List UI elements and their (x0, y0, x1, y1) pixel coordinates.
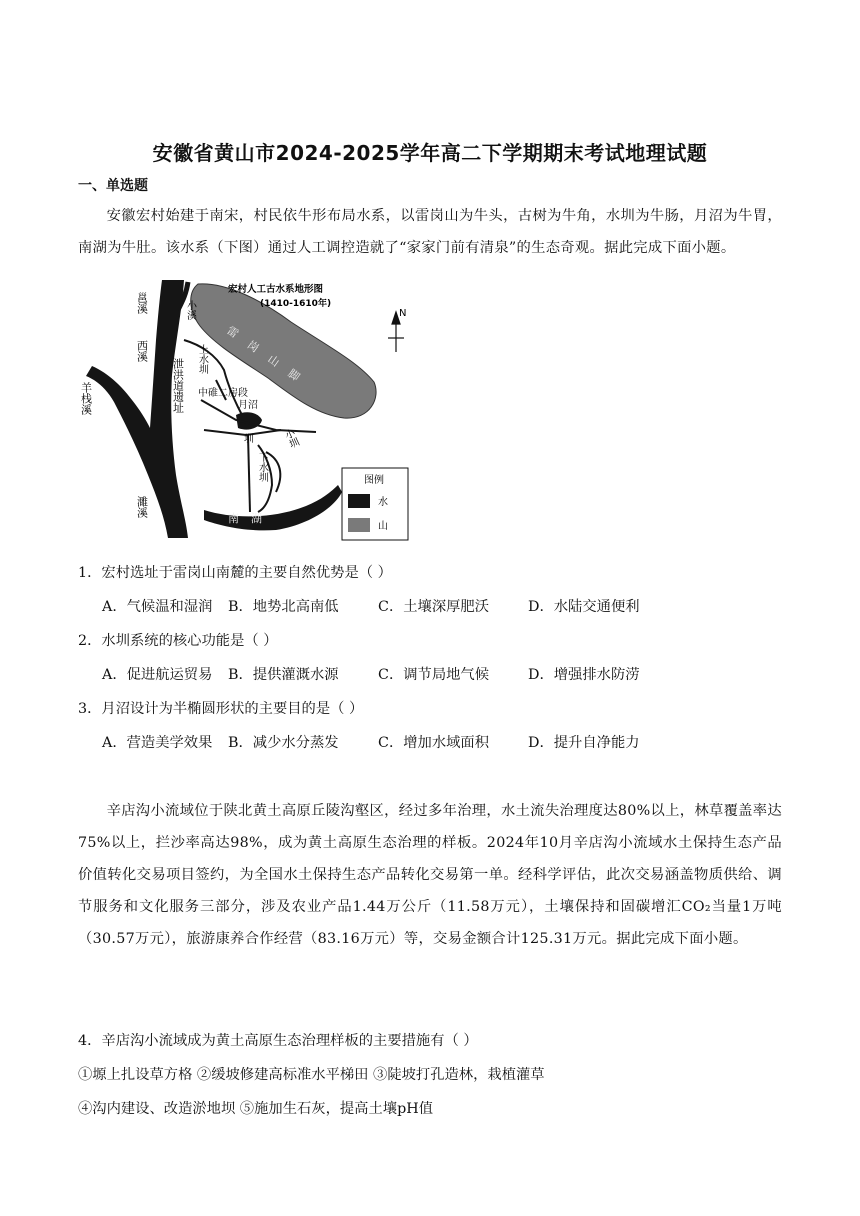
option-a: A．营造美学效果 (102, 735, 213, 751)
label-xiaoxi: 小溪 (184, 300, 196, 320)
label-xiashuizhen: 下水圳 (256, 452, 268, 482)
label-xiehong: 泄洪道遗址 (171, 358, 185, 413)
label-zhongduan: 中碓二房段 (198, 388, 248, 399)
label-xiaozhen: 小圳 (281, 427, 300, 451)
option-a: A．促进航运贸易 (102, 667, 213, 683)
label-shangshuizhen: 上水圳 (196, 344, 208, 374)
option-d: D．增强排水防涝 (528, 667, 640, 683)
option-c: C．增加水域面积 (378, 735, 490, 751)
question-2-options (102, 664, 640, 684)
legend-water: 水 (378, 497, 388, 508)
option-b: B．提供灌溉水源 (228, 667, 339, 683)
label-zhen: 圳 (244, 434, 254, 445)
label-nanhu: 南湖 (228, 512, 274, 525)
option-c: C．土壤深厚肥沃 (378, 599, 490, 615)
passage-1: 安徽宏村始建于南宋，村民依牛形布局水系，以雷岗山为牛头，古树为牛角，水圳为牛肠，月沼为牛胃，南湖为牛肚。该水系（下图）通过人工调控造就了“家家门前有清泉”的生态奇观。据此完成下面小题。 (78, 208, 782, 256)
question-2: 2．水圳系统的核心功能是（ ） (78, 633, 278, 649)
option-b: B．地势北高南低 (228, 599, 339, 615)
option-d: D．提升自净能力 (528, 735, 640, 751)
north-label: N (399, 308, 407, 319)
page-title: 安徽省黄山市2024-2025学年高二下学期期末考试地理试题 (152, 141, 708, 165)
section-heading: 一、单选题 (78, 178, 148, 194)
option-c: C．调节局地气候 (378, 667, 490, 683)
question-3-options (102, 732, 640, 752)
question-4-options-line-2: ④沟内建设、改造淤地坝 ⑤施加生石灰，提高土壤pH值 (78, 1101, 433, 1117)
label-yaxi: 邕溪 (135, 292, 149, 314)
legend-title: 图例 (364, 475, 384, 486)
label-xixi: 西溪 (135, 340, 149, 362)
map-legend (342, 468, 408, 540)
label-zhuxi: 濉溪 (135, 496, 149, 518)
option-a: A．气候温和湿润 (102, 599, 213, 615)
option-b: B．减少水分蒸发 (228, 735, 339, 751)
passage-2: 辛店沟小流域位于陕北黄土高原丘陵沟壑区，经过多年治理，水土流失治理度达80%以上，林草覆盖率达75%以上，拦沙率高达98%，成为黄土高原生态治理的样板。2024年10月辛店沟小流域水土保持生态产品价值转化交易项目签约，为全国水土保持生态产品转化交易第一单。经科学评估，此次交易涵盖物质供给、调节服务和文化服务三部分，涉及农业产品1.44万公斤（11.58万元），土壤保持和固碳增汇CO₂当量1万吨（30.57万元），旅游康养合作经营（83.16万元）等，交易金额合计125.31万元。据此完成下面小题。 (78, 803, 782, 947)
option-d: D．水陆交通便利 (528, 599, 640, 615)
water-system-map (76, 270, 416, 550)
label-yuezhao: 月沼 (238, 400, 258, 411)
question-3: 3．月沼设计为半椭圆形状的主要目的是（ ） (78, 701, 364, 717)
map-years: (1410-1610年) (260, 299, 332, 309)
label-yangzhanxi: 羊栈溪 (79, 382, 93, 415)
question-1-options (102, 596, 640, 616)
question-1: 1．宏村选址于雷岗山南麓的主要自然优势是（ ） (78, 565, 392, 581)
map-title: 宏村人工古水系地形图 (228, 284, 324, 295)
legend-mountain: 山 (378, 521, 388, 532)
question-4-options-line-1: ①塬上扎设草方格 ②缓坡修建高标准水平梯田 ③陡坡打孔造林，栽植灌草 (78, 1067, 545, 1083)
question-4: 4．辛店沟小流域成为黄土高原生态治理样板的主要措施有（ ） (78, 1033, 478, 1049)
label-leigang: 雷岗山脚 (224, 323, 314, 392)
